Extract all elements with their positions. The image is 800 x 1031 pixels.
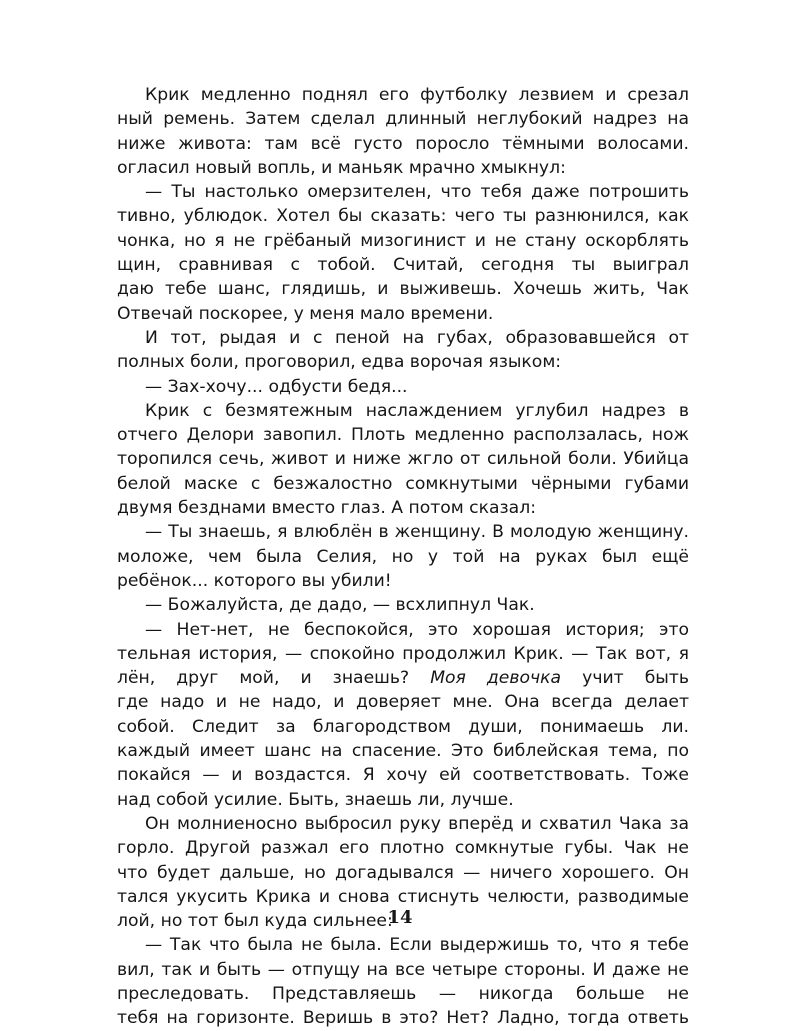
text-line: Отвечай поскорее, у меня мало времени. [117,303,494,324]
text-line: двумя безднами вместо глаз. А потом сказал: [117,498,536,519]
text-line: Крик с безмятежным наслаждением углубил надрез в [145,400,689,421]
emphasis-text: Моя девочка [430,668,562,689]
text-line: белой маске с безжалостно сомкнутыми чёрными губами [117,473,689,494]
text-line: где надо и не надо, и доверяет мне. Она всегда делает [117,692,689,713]
text-line: тельная история, — спокойно продолжил Крик. — Так вот, я [117,643,689,664]
page-number: 14 [387,907,413,928]
text-line: тивно, ублюдок. Хотел бы сказать: чего ты разнюнился, как [117,206,689,227]
text-line: — Зах-хочу... одбусти бедя... [145,376,408,397]
text-line: преследовать. Представляешь — никогда больше не [117,983,689,1004]
text-line: лой, но тот был куда сильнее: [117,911,393,932]
text-line: Крик медленно поднял его футболку лезвием и срезал [145,85,689,105]
text-line: щин, сравнивая с тобой. Считай, сегодня ты выиграл [117,255,689,276]
text-line: вил, так и быть — отпущу на все четыре стороны. И даже не [117,959,689,980]
text-line: — Божалуйста, де дадо, — всхлипнул Чак. [145,595,535,616]
text-line: отчего Делори завопил. Плоть медленно расползалась, нож [117,425,689,446]
text-line: И тот, рыдая и с пеной на губах, образовавшейся от [145,327,689,348]
text-line: каждый имеет шанс на спасение. Это библейская тема, по [117,741,689,762]
text-line: Он молниеносно выбросил руку вперёд и схватил Чака за [145,813,689,834]
text-line: даю тебе шанс, глядишь, и выживешь. Хочешь жить, Чак [117,279,689,300]
text-line: — Так что была не была. Если выдержишь то, что я тебе [145,935,689,956]
text-line: полных боли, проговорил, едва ворочая языком: [117,352,562,373]
text-line: — Ты настолько омерзителен, что тебя даже потрошить [145,182,689,203]
text-line: горло. Другой разжал его плотно сомкнутые губы. Чак не [117,838,689,859]
text-line: чонка, но я не грёбаный мизогинист и не стану оскорблять [117,230,689,251]
text-line: лён, друг мой, и знаешь? Моя девочка учит быть [117,668,689,689]
text-line: ниже живота: там всё густо поросло тёмными волосами. [117,133,689,154]
text-line: торопился сечь, живот и ниже жгло от сильной боли. Убийца [117,449,689,470]
body-text [117,83,689,1031]
text-line: ный ремень. Затем сделал длинный неглубокий надрез на [117,109,689,130]
text-line: тался укусить Крика и снова стиснуть челюсти, разводимые [117,886,689,907]
text-line: ребёнок... которого вы убили! [117,570,392,591]
text-line: тебя на горизонте. Веришь в это? Нет? Ладно, тогда ответь [117,1008,689,1029]
text-line: над собой усилие. Быть, знаешь ли, лучше. [117,789,514,810]
text-line: собой. Следит за благородством души, понимаешь ли. [117,716,689,737]
text-line: огласил новый вопль, и маньяк мрачно хмыкнул: [117,157,566,178]
text-line: что будет дальше, но догадывался — ничего хорошего. Он [117,862,689,883]
text-line: — Ты знаешь, я влюблён в женщину. В молодую женщину. [145,522,689,543]
text-line: — Нет-нет, не беспокойся, это хорошая история; это [145,619,689,640]
text-line: моложе, чем была Селия, но у той на руках был ещё [117,546,689,567]
text-line: покайся — и воздастся. Я хочу ей соответствовать. Тоже [117,765,689,786]
